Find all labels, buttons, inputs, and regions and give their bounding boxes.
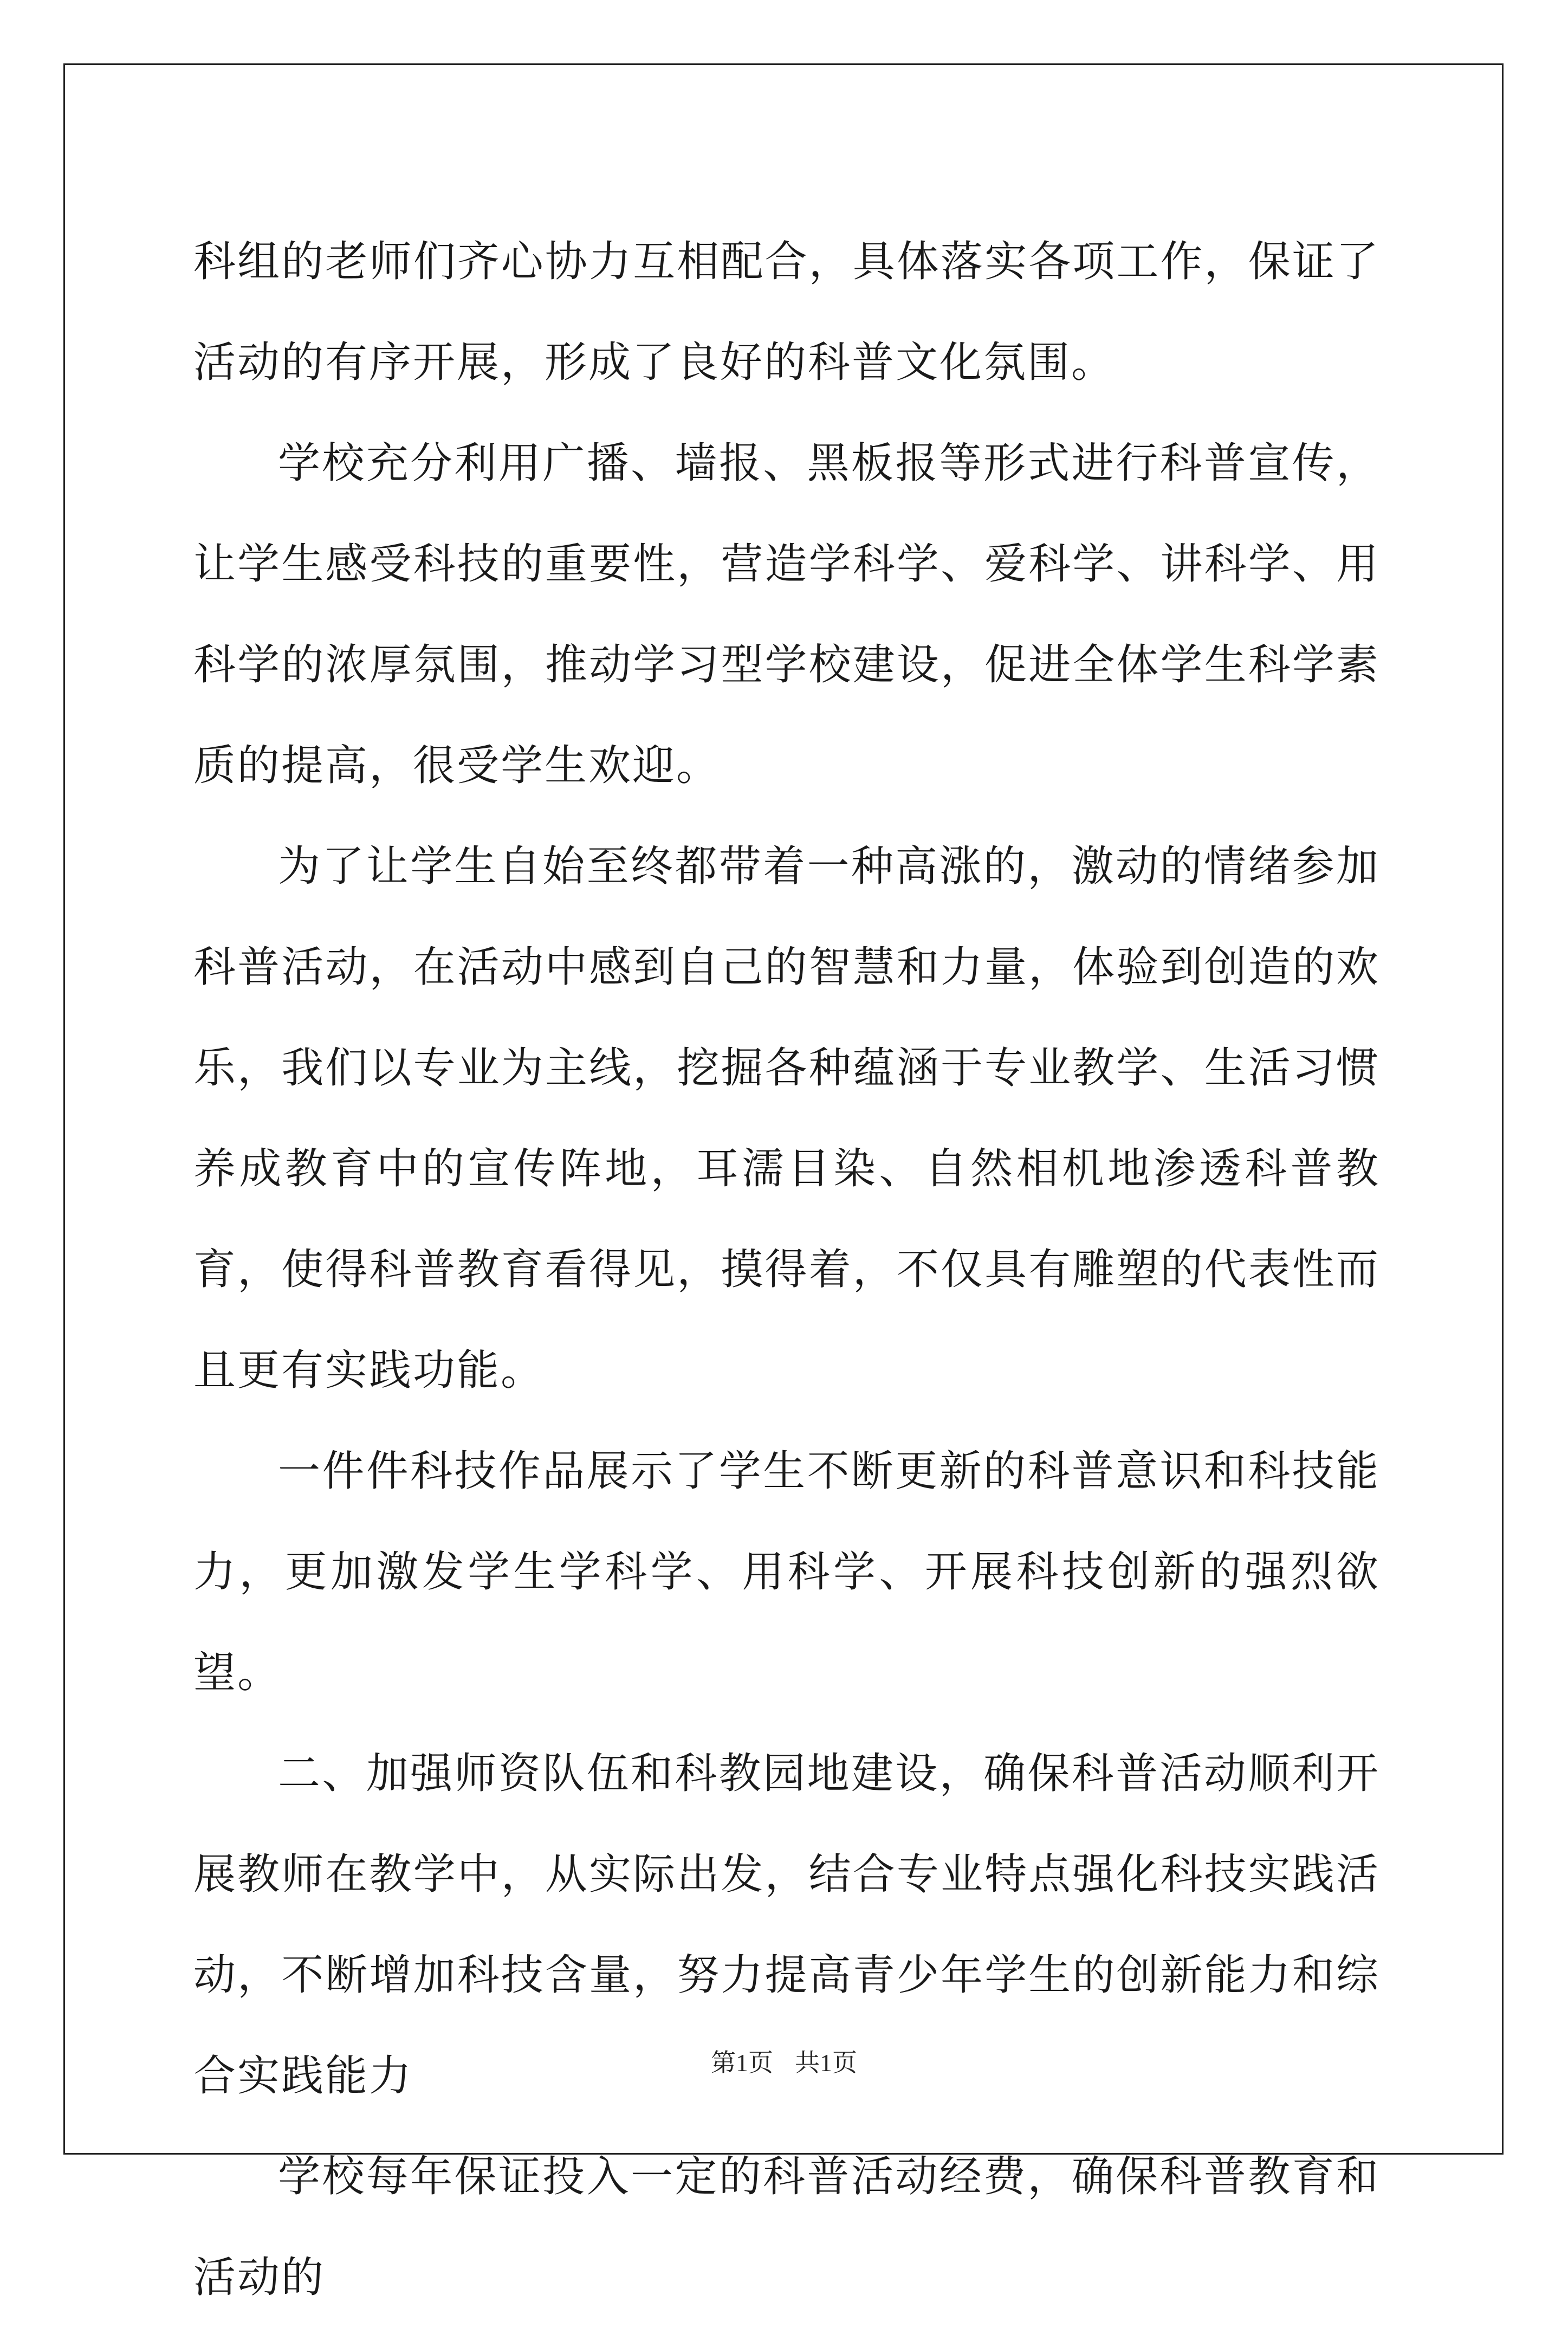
paragraph: 为了让学生自始至终都带着一种高涨的，激动的情绪参加科普活动，在活动中感到自己的智慧和力量，体验到创造的欢乐，我们以专业为主线，挖掘各种蕴涵于专业教学、生活习惯养成教育中的宣传阵地，耳濡目染、自然相机地渗透科普教育，使得科普教育看得见，摸得着，不仅具有雕塑的代表性而且更有实践功能。	[193, 842, 1380, 1395]
page-number: 第1页	[711, 2049, 773, 2077]
page-total: 共1页	[795, 2049, 857, 2077]
paragraph: 学校每年保证投入一定的科普活动经费，确保科普教育和活动的	[193, 2152, 1380, 2302]
paragraph: 学校充分利用广播、墙报、黑板报等形式进行科普宣传，让学生感受科技的重要性，营造学科学、爱科学、讲科学、用科学的浓厚氛围，推动学习型学校建设，促进全体学生科学素质的提高，很受学生欢迎。	[193, 439, 1380, 790]
paragraph: 科组的老师们齐心协力互相配合，具体落实各项工作，保证了活动的有序开展，形成了良好的科普文化氛围。	[193, 237, 1380, 387]
paragraph: 一件件科技作品展示了学生不断更新的科普意识和科技能力，更加激发学生学科学、用科学、开展科技创新的强烈欲望。	[193, 1447, 1380, 1697]
document-body	[193, 211, 1380, 2328]
paragraph: 二、加强师资队伍和科教园地建设，确保科普活动顺利开展教师在教学中，从实际出发，结合专业特点强化科技实践活动，不断增加科技含量，努力提高青少年学生的创新能力和综合实践能力	[193, 1749, 1380, 2100]
page-footer	[0, 2043, 1568, 2079]
